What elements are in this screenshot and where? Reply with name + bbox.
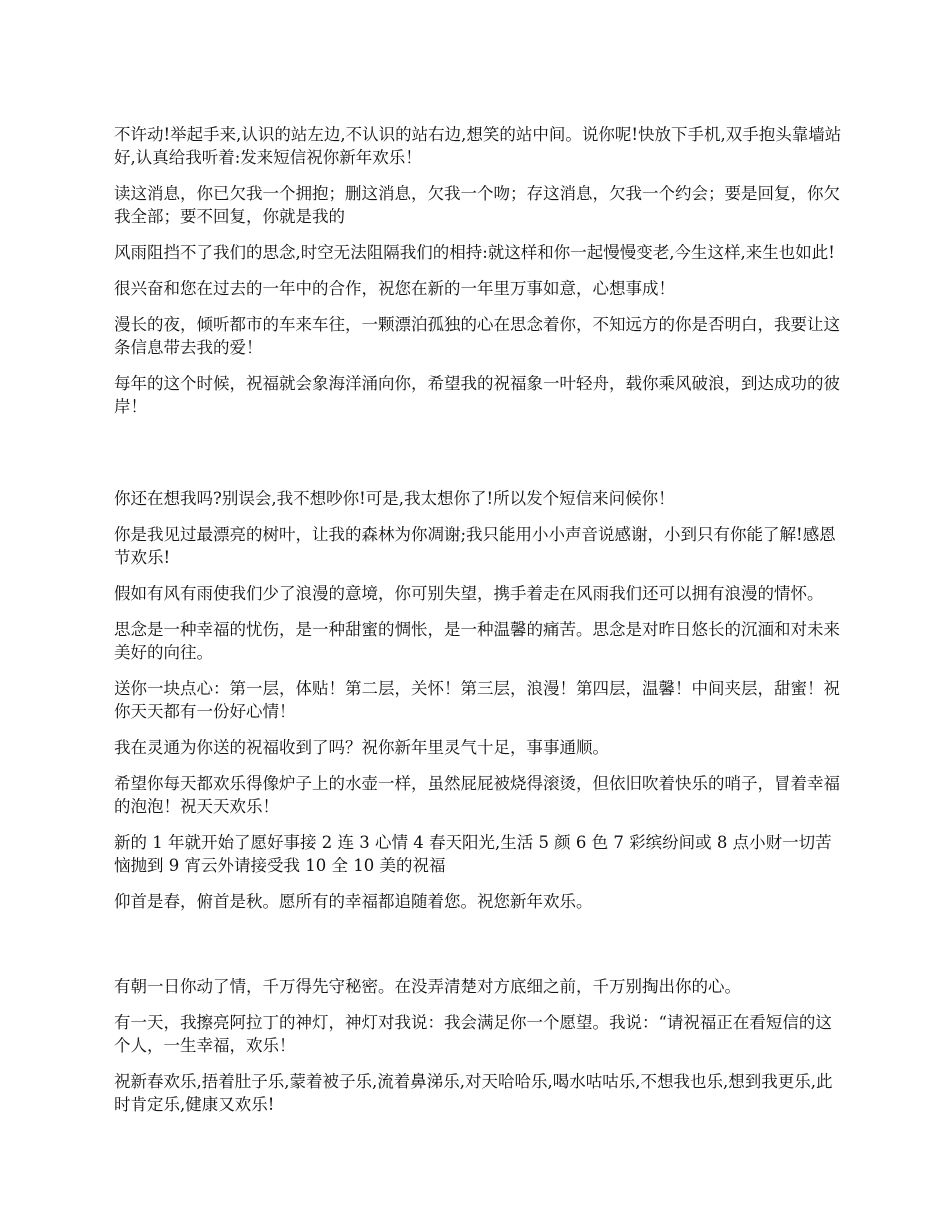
paragraph: 读这消息，你已欠我一个拥抱；删这消息，欠我一个吻；存这消息，欠我一个约会；要是回复，你欠我全部；要不回复，你就是我的 [114, 184, 840, 226]
text-section-3 [114, 975, 844, 1129]
paragraph: 你还在想我吗?别误会,我不想吵你!可是,我太想你了!所以发个短信来问候你！ [114, 489, 675, 508]
paragraph: 有一天，我擦亮阿拉丁的神灯，神灯对我说：我会满足你一个愿望。我说：“请祝福正在看短信的这个人，一生幸福，欢乐！ [114, 1013, 832, 1055]
paragraph: 不许动!举起手来,认识的站左边,不认识的站右边,想笑的站中间。说你呢!快放下手机,双手抱头靠墙站好,认真给我听着:发来短信祝你新年欢乐！ [114, 125, 842, 167]
paragraph: 每年的这个时候，祝福就会象海洋涌向你，希望我的祝福象一叶轻舟，载你乘风破浪，到达成功的彼岸！ [114, 374, 840, 416]
paragraph: 仰首是春，俯首是秋。愿所有的幸福都追随着您。祝您新年欢乐。 [114, 892, 593, 911]
paragraph: 假如有风有雨使我们少了浪漫的意境，你可别失望，携手着走在风雨我们还可以拥有浪漫的情怀。 [114, 584, 824, 603]
paragraph: 思念是一种幸福的忧伤，是一种甜蜜的惆怅，是一种温馨的痛苦。思念是对昨日悠长的沉湎和对未来美好的向往。 [114, 620, 840, 662]
paragraph: 新的 1 年就开始了愿好事接 2 连 3 心情 4 春天阳光,生活 5 颜 6 色 7 彩缤纷间或 8 点小财一切苦恼抛到 9 宵云外请接受我 10 全 10 美的祝福 [114, 833, 832, 875]
paragraph: 我在灵通为你送的祝福收到了吗？祝你新年里灵气十足，事事通顺。 [114, 738, 609, 757]
paragraph: 漫长的夜，倾听都市的车来车往，一颗漂泊孤独的心在思念着你，不知远方的你是否明白，我要让这条信息带去我的爱！ [114, 315, 840, 357]
text-section-2 [114, 487, 844, 926]
paragraph: 风雨阻挡不了我们的思念,时空无法阻隔我们的相持:就这样和你一起慢慢变老,今生这样,来生也如此! [114, 243, 835, 262]
paragraph: 希望你每天都欢乐得像炉子上的水壶一样，虽然屁屁被烧得滚烫，但依旧吹着快乐的哨子，冒着幸福的泡泡！祝天天欢乐！ [114, 774, 840, 816]
paragraph: 祝新春欢乐,捂着肚子乐,蒙着被子乐,流着鼻涕乐,对天哈哈乐,喝水咕咕乐,不想我也乐,想到我更乐,此时肯定乐,健康又欢乐! [114, 1072, 833, 1114]
paragraph: 有朝一日你动了情，千万得先守秘密。在没弄清楚对方底细之前，千万别掏出你的心。 [114, 977, 741, 996]
paragraph: 送你一块点心：第一层，体贴！第二层，关怀！第三层，浪漫！第四层，温馨！中间夹层，甜蜜！祝你天天都有一份好心情！ [114, 679, 840, 721]
paragraph: 很兴奋和您在过去的一年中的合作，祝您在新的一年里万事如意，心想事成！ [114, 279, 675, 298]
text-section-1 [114, 123, 844, 431]
paragraph: 你是我见过最漂亮的树叶，让我的森林为你凋谢;我只能用小小声音说感谢，小到只有你能了解!感恩节欢乐! [114, 525, 836, 567]
